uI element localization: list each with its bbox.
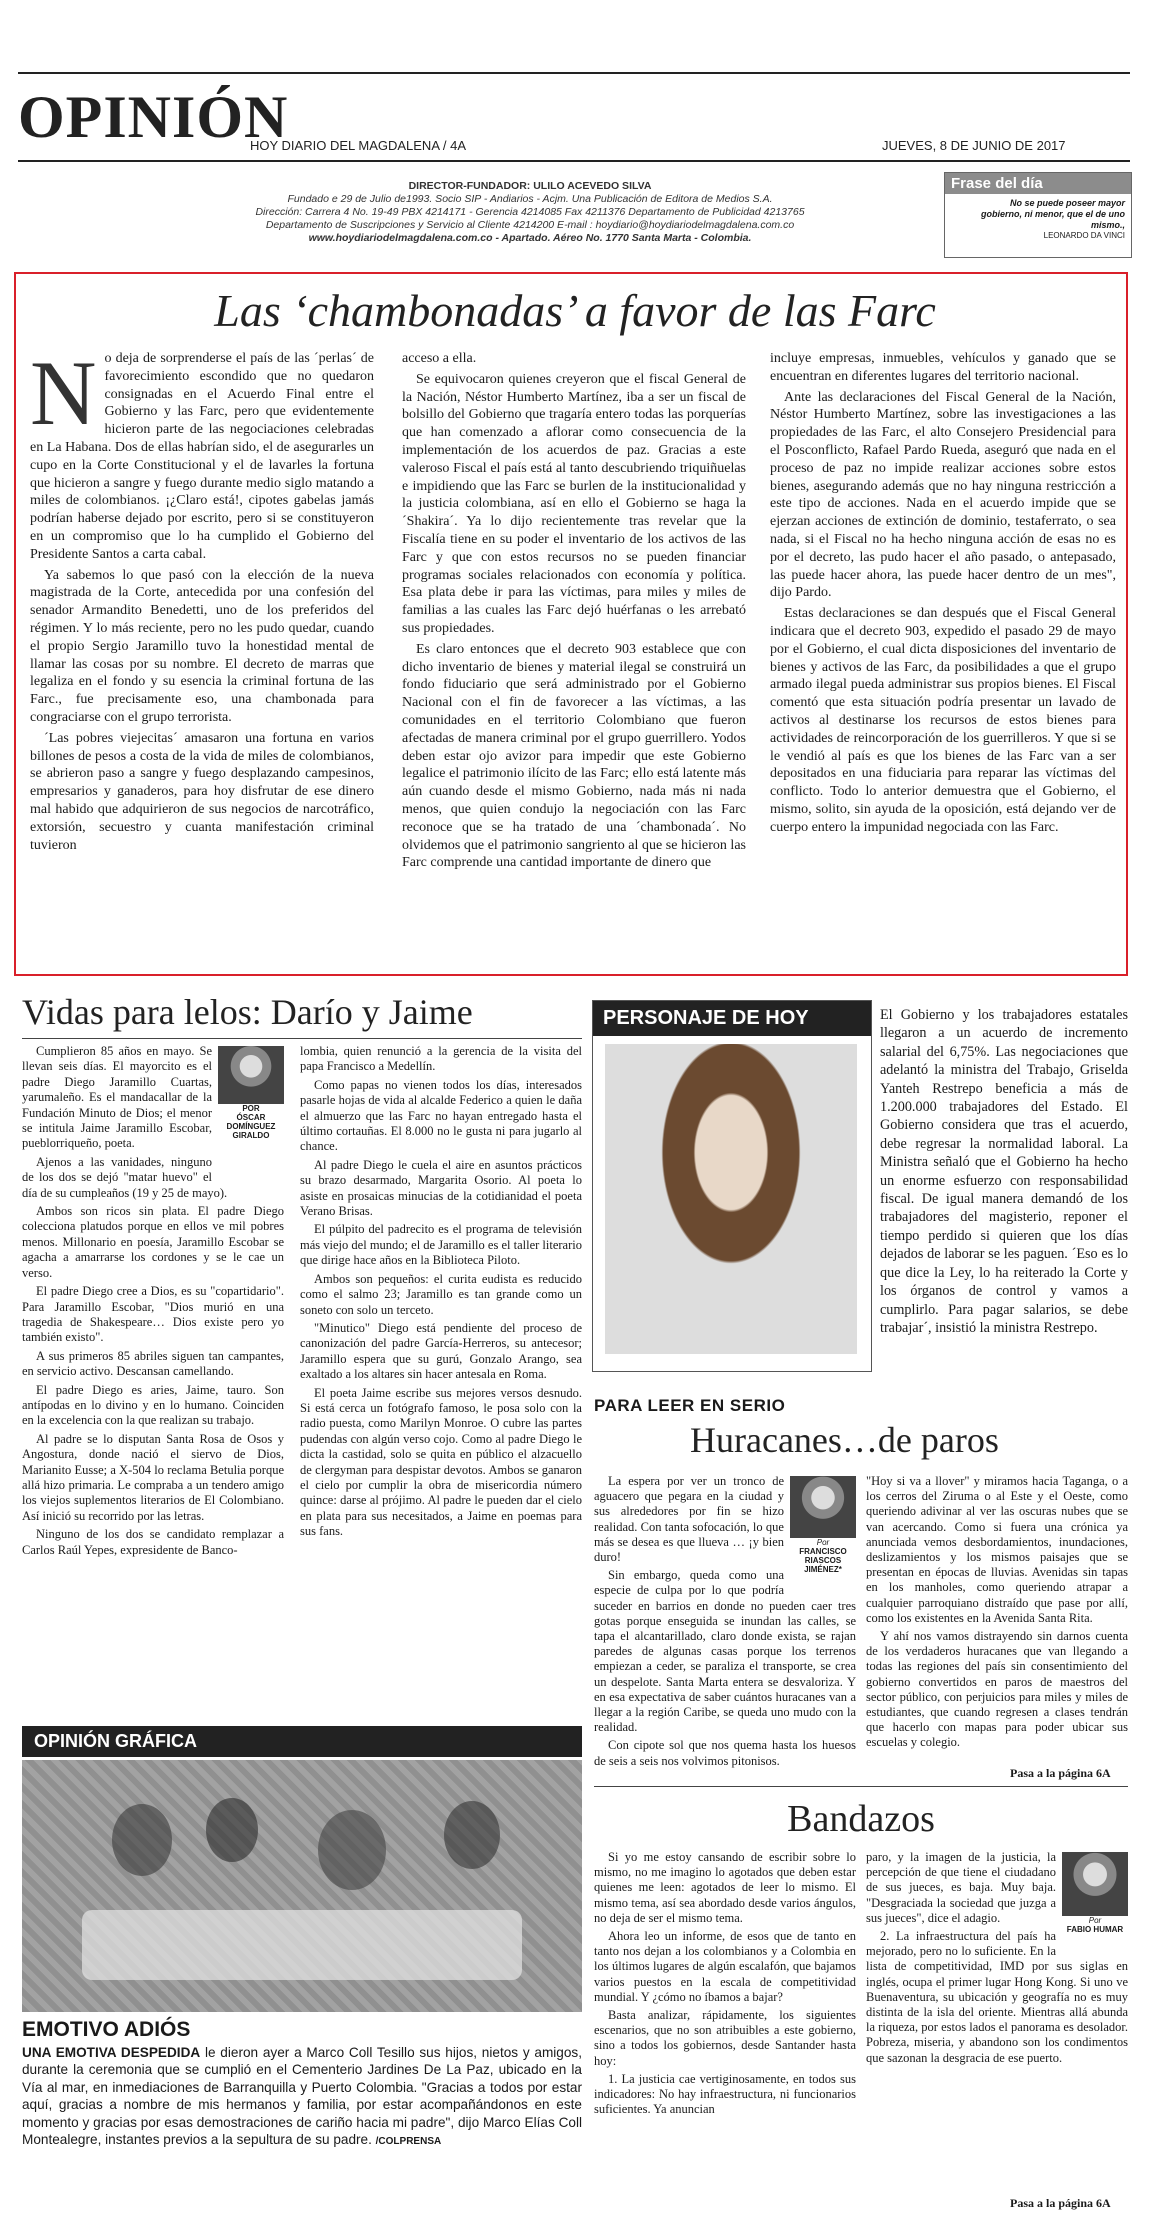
grafica-caption xyxy=(22,2044,582,2150)
editorial-column-3 xyxy=(770,350,1116,840)
vidas-paragraph: Al padre se lo disputan Santa Rosa de Osos y Angostura, donde nació el siervo de Dios, Marianito Eusse; a X-504 lo reclama Betulia porque allá hizo primaria. Le compraba a un tendero amigo los viejos suplementos literarios de El Colombiano. Así inició su recorrido por las letras. xyxy=(22,1431,284,1523)
grafica-photo xyxy=(22,1760,582,2012)
vidas-rule xyxy=(22,1038,582,1039)
personaje-text: El Gobierno y los trabajadores estatales llegaron a un acuerdo de incremento salarial del 6,75%. Las negociaciones que adelantó la ministra del Trabajo, Griselda Yanteh Restrepo beneficia a más de 1.200.000 trabajadores del Estado. El Gobierno considera que tras el acuerdo, debe regresar la normalidad laboral. La Ministra señaló que el Gobierno ha hecho un enorme esfuerzo con responsabilidad fiscal. De igual manera demandó de los trabajadores del magisterio, reponer el tiempo perdido si quieren que los días dejados de laborar se les paguen. ´Eso es lo que dice la Ley, lo ha reiterado la Corte y los órganos de control y vamos a cumplirlo. Para pagar salarios, se debe trabajar´, insistió la ministra Restrepo. xyxy=(880,1007,1128,1336)
vidas-paragraph: Ambos son ricos sin plata. El padre Diego colecciona platudos porque en ellos ve mil pobres menos. Millonario en poesía, Jaramillo Escobar se agacha a amarrarse los cordones y se le cae un verso. xyxy=(22,1204,284,1280)
editorial-paragraph: Estas declaraciones se dan después que el Fiscal General indicara que el decreto 903, expedido el pasado 29 de mayo por el Gobierno, el cual dicta disposiciones del inventario de bienes y activos de las Farc, da posibilidades a que el grupo armado ilegal pueda administrar sus propios bienes. El Fiscal comentó que esta situación podría presentar un lavado de activos al destinarse los recursos de estos bienes para actividades de reincorporación de los guerrilleros. Y que si se le vendió al país es que los bienes de las Farc van a ser depositados en una fiduciaria para reparar las víctimas del conflicto. Todo lo anterior demuestra que el Gobierno, el mismo, solito, sin ayuda de la oposición, está dejando ver de cuerpo entero la impunidad negociada con las Farc. xyxy=(770,606,1116,835)
huracanes-column-1 xyxy=(594,1474,856,1772)
huracanes-paragraph: Sin embargo, queda como una especie de culpa por lo que podría suceder en barrios en donde no pueden caer tres gotas porque enseguida se inundan las calles, se tapa el alcantarillado, claro donde exista, se rajan paredes de algunas casas porque los terrenos empiezan a ceder, se paraliza el transporte, se crea un despelote. Santa Marta entera se desvaloriza. Y en esa expectativa de saber cuántos huracanes van a llegar a la región Caribe, se queda uno mudo con la realidad. xyxy=(594,1568,856,1735)
masthead-credits xyxy=(160,180,900,245)
vidas-paragraph: Ajenos a las vanidades, ninguno de los dos se dejó "matar huevo" el día de su cumpleaños (19 y 25 de mayo). xyxy=(22,1154,228,1200)
vidas-title: Vidas para lelos: Darío y Jaime xyxy=(22,992,473,1032)
bandazos-paragraph: Ahora leo un informe, de esos que de tanto en tanto nos dejan a los colombianos y a Colombia en los últimos lugares de algún escalafón, que bajamos varios puestos en la escala de competitividad mundial. Y ¿cómo no íbamos a bajar? xyxy=(594,1929,856,2004)
editorial-paragraph: o deja de sorprenderse el país de las ´perlas´ de favorecimiento escondido que no quedaron consignadas en el Acuerdo Final entre el Gobierno y las Farc, pero que evidentemente hicieron parte de las negociaciones celebradas en La Habana. Dos de ellas habrían sido, el de asegurarles un cupo en la Corte Constitucional y el de lavarles la fortuna que hicieron a sangre y fuego durante medio siglo matando a miles de colombianos. ¡¿Claro está!, cipotes gabelas jamás podrían haberse dejado por escrito, pero si se constituyeron en un compromiso que lo ha cumplido el Gobierno del Presidente Santos a carta cabal. xyxy=(30,351,374,562)
photo-spacer xyxy=(1056,1850,1128,1950)
grafica-label: OPINIÓN GRÁFICA xyxy=(22,1726,582,1757)
bandazos-paragraph: paro, y la imagen de la justicia, la percepción de que tiene el ciudadano de sus jueces, es baja. Muy baja. "Desgraciada la sociedad que juzga a sus jueces", dice el adagio. xyxy=(866,1850,1056,1925)
frase-del-dia-author: LEONARDO DA VINCI xyxy=(1043,231,1125,240)
vidas-paragraph: lombia, quien renunció a la gerencia de la visita del papa Francisco a Medellín. xyxy=(300,1044,582,1074)
frase-del-dia-title: Frase del día xyxy=(945,173,1131,194)
vidas-paragraph: Ambos son pequeños: el curita eudista es reducido como el salmo 23; Jaramillo es tan grande como un soneto con solo un terceto. xyxy=(300,1271,582,1317)
byline-por: Por xyxy=(1088,1916,1102,1925)
bandazos-paragraph: Si yo me estoy cansando de escribir sobre lo mismo, no me imagino lo agotados que deben estar quienes me leen: agotados de leer lo mismo. El mismo tema, así sea abordado desde varios ángulos, no deja de ser el mismo tema. xyxy=(594,1850,856,1925)
vidas-paragraph: A sus primeros 85 abriles siguen tan campantes, en servicio activo. Descansan camellando. xyxy=(22,1348,284,1379)
vidas-paragraph: Ninguno de los dos se candidato remplazar a Carlos Raúl Yepes, expresidente de Banco- xyxy=(22,1527,284,1557)
huracanes-kicker: PARA LEER EN SERIO xyxy=(594,1396,786,1415)
website-line: www.hoydiariodelmagdalena.com.co - Apartado. Aéreo No. 1770 Santa Marta - Colombia. xyxy=(308,232,752,244)
vidas-column-1 xyxy=(22,1044,284,1561)
byline-name: FRANCISCO RIASCOS JIMÉNEZ* xyxy=(799,1547,847,1574)
personaje-label: PERSONAJE DE HOY xyxy=(593,1001,871,1036)
grafica-headline: EMOTIVO ADIÓS xyxy=(22,2018,191,2041)
bandazos-paragraph: 1. La justicia cae vertiginosamente, en todos sus indicadores: No hay infraestructura, ni funcionarios suficientes. Ya anuncian xyxy=(594,2071,856,2117)
vidas-paragraph: Como papas no vienen todos los días, interesados pasarle hojas de vida al alcalde Federico a quien le daña el almuerzo que las Farc no hayan entregado hasta el último cortauñas. El 8.000 no le gusta ni para jugarlo al chance. xyxy=(300,1077,582,1154)
editorial-title: Las ‘chambonadas’ a favor de las Farc xyxy=(214,285,936,336)
byline-por: Por xyxy=(816,1538,830,1547)
editorial-paragraph: ´Las pobres viejecitas´ amasaron una fortuna en varios billones de pesos a costa de la vida de miles de colombianos, se abrieron paso a sangre y fuego desplazando campesinos, empresarios y ganaderos, para hoy disfrutar de ese dinero mal habido que adquirieron de sus negocios de narcotráfico, extorsión, secuestro y cuanta manifestación criminal tuvieron xyxy=(30,730,374,853)
director-line: DIRECTOR-FUNDADOR: ULILO ACEVEDO SILVA xyxy=(408,180,652,192)
frase-del-dia-box xyxy=(944,172,1132,258)
vidas-paragraph: "Minutico" Diego está pendiente del proceso de canonización del padre García-Herreros, su antecesor; Jaramillo espera que su gurú, Gonzalo Arango, sea exaltado a los altares sin hacer antesala en Roma. xyxy=(300,1320,582,1382)
grafica-caption-text: le dieron ayer a Marco Coll Tesillo sus hijos, nietos y amigos, durante la ceremonia que se cumplió en el Cementerio Jardines De La Paz, ubicado en la Vía al mar, en inmediaciones de Barranquilla y Puerto Colombia. "Gracias a todos por estar aquí, gracias a nombre de mis hermanos y familia, por estar acompañándonos en este momento y gracias por esas demostraciones de cariño hacia mi padre", dijo Marco Elías Coll Montealegre, instantes previos a la sepultura de su padre. xyxy=(22,2045,582,2148)
editorial-paragraph: acceso a ella. xyxy=(402,351,477,366)
subscriptions-line: Departamento de Suscripciones y Servicio al Cliente 4214200 E-mail : hoydiario@hoydiariodelmagdalena.com.co xyxy=(265,219,795,231)
editorial-paragraph: Ante las declaraciones del Fiscal General de la Nación, Néstor Humberto Martínez, sobre las investigaciones a las propiedades de las Farc, el alto Consejero Presidencial para el Posconflicto, Rafael Pardo Rueda, aseguró que nada en el proceso de paz no impide realizar acciones sobre estos bienes, asegurando además que no hay ninguna restricción a este tipo de acciones. Nada en el acuerdo impide que se ejerzan acciones de extinción de dominio, testaferrato, o sea nada, si el Fiscal no ha hecho ninguna acción de esas no es por el decreto, las pudo hacer el año pasado, o antepasado, las puede hacer ahora, las puede hacer dentro de un mes", dijo Pardo. xyxy=(770,389,1116,601)
editorial-paragraph: Es claro entonces que el decreto 903 establece que con dicho inventario de bienes y material ilegal se construirá un fondo fiduciario que será administrado por el Gobierno Nacional con el fin de favorecer a las víctimas, a las comunidades en el territorio Colombiano que fueron afectadas de manera criminal por el grupo guerrillero. Yodos deben estar ojo avizor para impedir que este Gobierno legalice el patrimonio ilícito de las Farc; ello está latente más aún cuando desde el mismo Gobierno, nada más ni nada menos, que quien condujo la negociación con las Farc reconoce que se ha tratado de una ´chambonada´. No olvidemos que el patrimonio sangriento al que se hicieron las Farc comprende una cantidad importante de dinero que xyxy=(402,641,746,871)
paper-name: HOY DIARIO DEL MAGDALENA / 4A xyxy=(250,138,467,153)
address-line: Dirección: Carrera 4 No. 19-49 PBX 4214171 - Gerencia 4214085 Fax 4211376 Departamento de Publicidad 4213765 xyxy=(255,206,805,218)
crowd-photo-icon xyxy=(22,1760,582,2012)
editorial-paragraph: incluye empresas, inmuebles, vehículos y ganado que se encuentran en diferentes lugares del territorio nacional. xyxy=(770,351,1116,384)
huracanes-paragraph: "Hoy si va a llover" y miramos hacia Taganga, o a los cerros del Ziruma o al Este y el Oeste, como queriendo adivinar al ver las oscuras nubes que se van acercando. Como si fuera una crónica ya anunciada vemos desbordamientos, inundaciones, deslizamientos y los mismos paisajes que se presentan en épocas de lluvias. Avenidas sin tapas en los manholes, como queriendo atrapar a cualquier parroquiano distraído que pase por allí, como los existentes en la Avenida Santa Rita. xyxy=(866,1474,1128,1625)
huracanes-paragraph: Con cipote sol que nos quema hasta los huesos de seis a seis nos volvimos pitonisos. xyxy=(594,1738,856,1768)
bandazos-column-1 xyxy=(594,1850,856,2120)
huracanes-paragraph: Y ahí nos vamos distrayendo sin darnos cuenta de los verdaderos huracanes que van llegando a todas las regiones del país sin consentimiento del gobierno convertidos en paros de maestros del sector público, con perjuicios para miles y miles de estudiantes, que cuando regresen a clases tendrán que hacerlo con mapas para poder ubicar sus escuelas y colegio. xyxy=(866,1629,1128,1750)
grafica-credit: /COLPRENSA xyxy=(375,2136,442,2148)
masthead-bottom-rule xyxy=(18,160,1130,162)
section-title: OPINIÓN xyxy=(18,84,289,150)
personaje-box xyxy=(592,1000,872,1372)
masthead-top-rule xyxy=(18,72,1130,74)
photo-spacer xyxy=(212,1044,284,1172)
huracanes-jump-link[interactable]: Pasa a la página 6A xyxy=(1010,1766,1111,1780)
frase-del-dia-text: No se puede poseer mayor gobierno, ni menor, que el de uno mismo., xyxy=(980,198,1125,230)
bandazos-title: Bandazos xyxy=(787,1798,935,1840)
byline-name: ÓSCAR DOMÍNGUEZ GIRALDO xyxy=(226,1113,276,1140)
vidas-paragraph: El poeta Jaime escribe sus mejores versos desnudo. Si está cerca un fotógrafo famoso, le posa solo con la radio puesta, como Marilyn Monroe. O cubre las partes pudendas con algún verso cojo. Como al padre Diego le dicta la castidad, solo se quita en público el alzacuello de clergyman para despistar devotos. Ambos se ganaron el cielo por cumplir la obra de misericordia número quince: darse al prójimo. Al padre le pueden dar el cielo en plata para sus necesitados, a Jaime en poemas para sus fans. xyxy=(300,1385,582,1539)
vidas-column-2 xyxy=(300,1044,582,1543)
vidas-paragraph: El padre Diego cree a Dios, es su "copartidario". Para Jaramillo Escobar, "Dios murió en una tragedia de Shakespeare… Dios existe pero yo también existo". xyxy=(22,1284,284,1345)
bandazos-column-2 xyxy=(866,1850,1128,2069)
issue-date: JUEVES, 8 DE JUNIO DE 2017 xyxy=(882,138,1066,153)
vidas-paragraph: El púlpito del padrecito es el programa de televisión más viejo del mundo; el de Jaramillo es el taller literario que dirige hace años en la Biblioteca Piloto. xyxy=(300,1222,582,1268)
dropcap: N xyxy=(30,342,97,444)
editorial-column-2 xyxy=(402,350,746,875)
bandazos-paragraph: Basta analizar, rápidamente, los siguientes escenarios, que no son atribuibles a este gobierno, sino a todos los gobiernos, desde Santander hasta hoy: xyxy=(594,2008,856,2068)
editorial-paragraph: Ya sabemos lo que pasó con la elección de la nueva magistrada de la Corte, antecedida por una confesión del senador Armandito Benedetti, uno de los preferidos del régimen. Y lo más reciente, pero no les pudo quedar, cuando el propio Sergio Jaramillo tuvo la honestidad mental de llamar las cosas por su nombre. El decreto de marras que legaliza en el fondo y su esencia la criminal fortuna de las Farc., fue precisamente eso, una chambonada para congraciarse con el grupo terrorista. xyxy=(30,567,374,725)
vidas-paragraph: El padre Diego es aries, Jaime, tauro. Son antípodas en lo divino y en lo humano. Coinciden en la excelencia con la que realizan su trabajo. xyxy=(22,1382,284,1428)
grafica-lead: UNA EMOTIVA DESPEDIDA xyxy=(22,2045,201,2060)
personaje-photo xyxy=(605,1044,857,1354)
founded-line: Fundado e 29 de Julio de1993. Socio SIP - Andiarios - Acjm. Una Publicación de Editora de Medios S.A. xyxy=(287,193,773,205)
editorial-column-1 xyxy=(30,342,374,857)
photo-spacer xyxy=(784,1474,856,1584)
bandazos-paragraph: 2. La infraestructura del país ha mejorado, pero no lo suficiente. En la lista de competitividad, IMD por sus siglas en inglés, ocupa el primer lugar Hong Kong. Si uno ve Buenaventura, su ubicación y geografía no es muy distinta de la isla del oriente. Mientras allá abunda la riqueza, por estos lados el panorama es desolador. Pobreza, miseria, y abandono son los condimentos que sazonan la desgracia de ese puerto. xyxy=(866,1929,1128,2065)
vidas-paragraph: Al padre Diego le cuela el aire en asuntos prácticos su brazo desarmado, Margarita Osorio. Al poeta lo asiste en prosaicas minucias de la cotidianidad el poeta Verano Brisas. xyxy=(300,1157,582,1219)
byline-por: POR xyxy=(242,1104,260,1113)
huracanes-paragraph: La espera por ver un tronco de aguacero que pegara en la ciudad y sus alrededores por fin se hizo realidad. Con tanta sofocación, lo que más se desea es que llueva … ¡y bien duro! xyxy=(594,1474,784,1565)
vidas-paragraph: Cumplieron 85 años en mayo. Se llevan seis días. El mayorcito es el padre Diego Jaramillo Cuartas, yarumaleño. Es el mandacallar de la Fundación Minuto de Dios; el menor se intitula Jaime Jaramillo Escobar, pueblorriqueño, poeta. xyxy=(22,1044,212,1151)
huracanes-column-2 xyxy=(866,1474,1128,1754)
huracanes-rule xyxy=(594,1786,1128,1787)
bandazos-jump-link[interactable]: Pasa a la página 6A xyxy=(1010,2196,1111,2210)
byline-name: FABIO HUMAR xyxy=(1066,1925,1124,1934)
editorial-paragraph: Se equivocaron quienes creyeron que el fiscal General de la Nación, Néstor Humberto Martínez, iba a ser un fiscal de bolsillo del Gobierno que tragaría entero todas las porquerías que han comenzado a aflorar como consecuencia de la implementación de los acuerdos de paz. Gracias a este valeroso Fiscal el país está al tanto descubriendo triquiñuelas e impidiendo que las Farc se burlen de la institucionalidad y la justicia colombiana, así en ello el Gobierno se haga la ´Shakira´. Ya lo dijo recientemente tras revelar que la Fiscalía tiene en su poder el inventario de los activos de las Farc y que con estos recursos no se pueden financiar programas sociales relacionados con economía y política. Esa plata debe ir para las víctimas, para miles y miles de familias a las cuales las Farc dejó huérfanas o les arrebató sus propiedades. xyxy=(402,371,746,636)
huracanes-title: Huracanes…de paros xyxy=(690,1420,999,1460)
